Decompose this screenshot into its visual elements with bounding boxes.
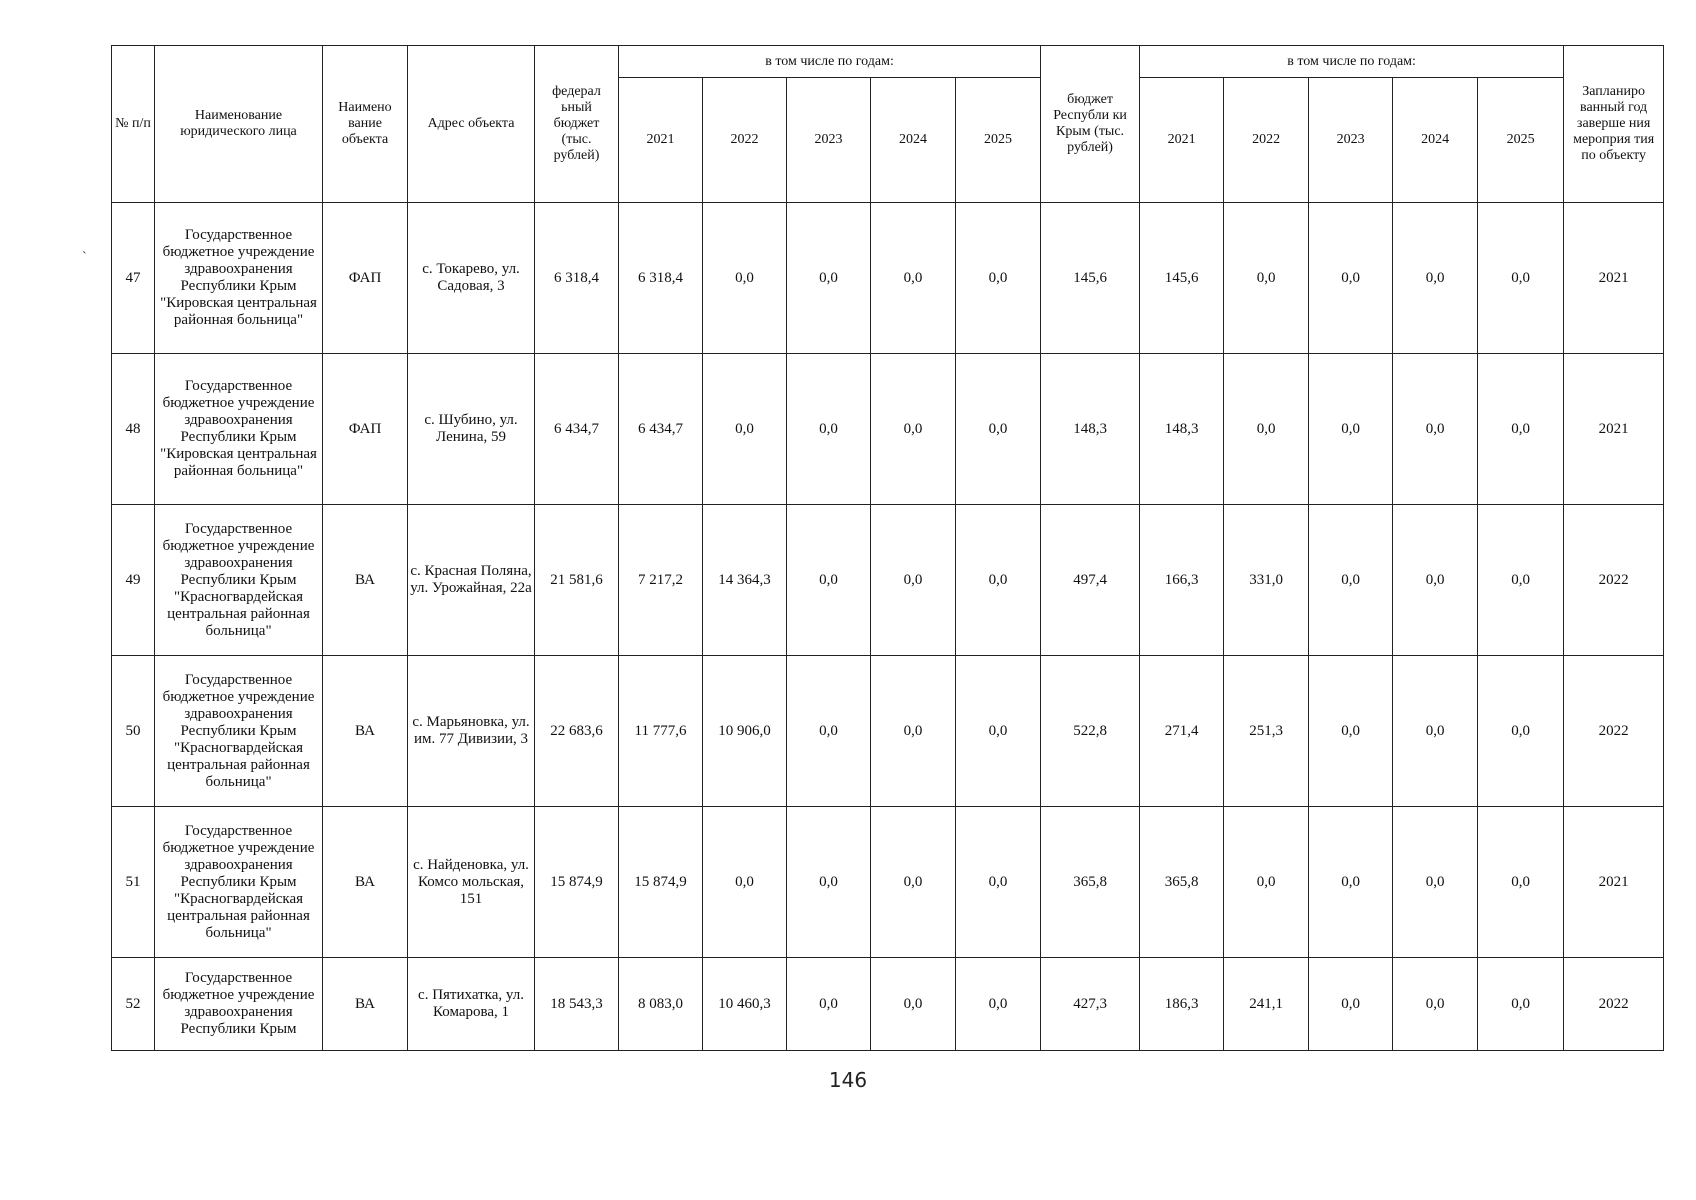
header-federal-year: 2023 bbox=[787, 78, 871, 203]
cell-crimea: 497,4 bbox=[1041, 505, 1140, 656]
cell-address: с. Марьяновка, ул. им. 77 Дивизии, 3 bbox=[408, 656, 535, 807]
cell-crimea: 148,3 bbox=[1041, 354, 1140, 505]
cell-object: ВА bbox=[323, 656, 408, 807]
table-row bbox=[112, 203, 1664, 354]
cell-object: ВА bbox=[323, 505, 408, 656]
cell-fed-2024: 0,0 bbox=[871, 807, 956, 958]
cell-fed-2022: 14 364,3 bbox=[703, 505, 787, 656]
cell-cr-2024: 0,0 bbox=[1393, 958, 1478, 1051]
cell-cr-2024: 0,0 bbox=[1393, 203, 1478, 354]
cell-fed-2021: 6 318,4 bbox=[619, 203, 703, 354]
cell-object: ФАП bbox=[323, 354, 408, 505]
cell-address: с. Токарево, ул. Садовая, 3 bbox=[408, 203, 535, 354]
cell-cr-2025: 0,0 bbox=[1478, 656, 1564, 807]
cell-cr-2025: 0,0 bbox=[1478, 958, 1564, 1051]
header-crimea-budget: бюджет Республи ки Крым (тыс. рублей) bbox=[1041, 46, 1140, 203]
header-federal-year: 2024 bbox=[871, 78, 956, 203]
cell-cr-2024: 0,0 bbox=[1393, 807, 1478, 958]
cell-federal: 15 874,9 bbox=[535, 807, 619, 958]
table-row bbox=[112, 656, 1664, 807]
cell-fed-2021: 15 874,9 bbox=[619, 807, 703, 958]
cell-address: с. Пятихатка, ул. Комарова, 1 bbox=[408, 958, 535, 1051]
page-number: 146 bbox=[828, 1068, 868, 1092]
header-crimea-year: 2024 bbox=[1393, 78, 1478, 203]
cell-federal: 18 543,3 bbox=[535, 958, 619, 1051]
cell-crimea: 365,8 bbox=[1041, 807, 1140, 958]
cell-planned-year: 2021 bbox=[1564, 354, 1664, 505]
cell-crimea: 427,3 bbox=[1041, 958, 1140, 1051]
cell-fed-2021: 8 083,0 bbox=[619, 958, 703, 1051]
cell-fed-2025: 0,0 bbox=[956, 354, 1041, 505]
table-row bbox=[112, 354, 1664, 505]
cell-fed-2022: 10 906,0 bbox=[703, 656, 787, 807]
cell-fed-2024: 0,0 bbox=[871, 203, 956, 354]
cell-fed-2022: 10 460,3 bbox=[703, 958, 787, 1051]
table-header bbox=[112, 46, 1664, 203]
cell-fed-2024: 0,0 bbox=[871, 354, 956, 505]
cell-cr-2025: 0,0 bbox=[1478, 505, 1564, 656]
cell-planned-year: 2022 bbox=[1564, 958, 1664, 1051]
cell-crimea: 522,8 bbox=[1041, 656, 1140, 807]
cell-fed-2022: 0,0 bbox=[703, 203, 787, 354]
cell-no: 48 bbox=[112, 354, 155, 505]
header-legal-name: Наименование юридического лица bbox=[155, 46, 323, 203]
header-crimea-by-years: в том числе по годам: bbox=[1140, 46, 1564, 78]
cell-address: с. Найденовка, ул. Комсо мольская, 151 bbox=[408, 807, 535, 958]
cell-cr-2025: 0,0 bbox=[1478, 354, 1564, 505]
cell-object: ВА bbox=[323, 958, 408, 1051]
cell-cr-2023: 0,0 bbox=[1309, 958, 1393, 1051]
cell-cr-2022: 251,3 bbox=[1224, 656, 1309, 807]
cell-no: 52 bbox=[112, 958, 155, 1051]
cell-cr-2023: 0,0 bbox=[1309, 656, 1393, 807]
cell-legal-name: Государственное бюджетное учреждение здравоохранения Республики Крым "Красногвардейская центральная районная больница" bbox=[155, 807, 323, 958]
cell-federal: 21 581,6 bbox=[535, 505, 619, 656]
table-row bbox=[112, 807, 1664, 958]
cell-cr-2021: 145,6 bbox=[1140, 203, 1224, 354]
cell-cr-2022: 0,0 bbox=[1224, 203, 1309, 354]
funding-table bbox=[111, 45, 1664, 1051]
cell-no: 51 bbox=[112, 807, 155, 958]
cell-cr-2025: 0,0 bbox=[1478, 807, 1564, 958]
cell-cr-2021: 166,3 bbox=[1140, 505, 1224, 656]
cell-cr-2023: 0,0 bbox=[1309, 203, 1393, 354]
cell-fed-2025: 0,0 bbox=[956, 807, 1041, 958]
cell-cr-2024: 0,0 bbox=[1393, 354, 1478, 505]
cell-fed-2023: 0,0 bbox=[787, 656, 871, 807]
cell-crimea: 145,6 bbox=[1041, 203, 1140, 354]
cell-planned-year: 2022 bbox=[1564, 656, 1664, 807]
cell-address: с. Шубино, ул. Ленина, 59 bbox=[408, 354, 535, 505]
cell-fed-2024: 0,0 bbox=[871, 656, 956, 807]
cell-fed-2023: 0,0 bbox=[787, 807, 871, 958]
cell-legal-name: Государственное бюджетное учреждение здравоохранения Республики Крым "Красногвардейская центральная районная больница" bbox=[155, 656, 323, 807]
cell-object: ФАП bbox=[323, 203, 408, 354]
cell-fed-2025: 0,0 bbox=[956, 203, 1041, 354]
scan-artifact: ` bbox=[82, 250, 87, 265]
cell-fed-2023: 0,0 bbox=[787, 505, 871, 656]
cell-cr-2024: 0,0 bbox=[1393, 505, 1478, 656]
header-address: Адрес объекта bbox=[408, 46, 535, 203]
cell-planned-year: 2021 bbox=[1564, 807, 1664, 958]
cell-fed-2023: 0,0 bbox=[787, 354, 871, 505]
cell-legal-name: Государственное бюджетное учреждение здравоохранения Республики Крым "Кировская центральная районная больница" bbox=[155, 354, 323, 505]
header-object-name: Наимено вание объекта bbox=[323, 46, 408, 203]
cell-fed-2021: 7 217,2 bbox=[619, 505, 703, 656]
cell-cr-2021: 365,8 bbox=[1140, 807, 1224, 958]
cell-cr-2021: 148,3 bbox=[1140, 354, 1224, 505]
cell-cr-2025: 0,0 bbox=[1478, 203, 1564, 354]
cell-cr-2022: 331,0 bbox=[1224, 505, 1309, 656]
table-row bbox=[112, 505, 1664, 656]
cell-cr-2022: 241,1 bbox=[1224, 958, 1309, 1051]
header-crimea-year: 2022 bbox=[1224, 78, 1309, 203]
cell-legal-name: Государственное бюджетное учреждение здравоохранения Республики Крым "Красногвардейская центральная районная больница" bbox=[155, 505, 323, 656]
cell-cr-2023: 0,0 bbox=[1309, 354, 1393, 505]
cell-legal-name: Государственное бюджетное учреждение здравоохранения Республики Крым bbox=[155, 958, 323, 1051]
cell-cr-2023: 0,0 bbox=[1309, 807, 1393, 958]
table-row bbox=[112, 958, 1664, 1051]
cell-address: с. Красная Поляна, ул. Урожайная, 22а bbox=[408, 505, 535, 656]
header-federal-by-years: в том числе по годам: bbox=[619, 46, 1041, 78]
cell-no: 49 bbox=[112, 505, 155, 656]
header-federal-budget: федерал ьный бюджет (тыс. рублей) bbox=[535, 46, 619, 203]
header-planned-year: Запланиро ванный год заверше ния мероприя тия по объекту bbox=[1564, 46, 1664, 203]
cell-fed-2021: 6 434,7 bbox=[619, 354, 703, 505]
cell-no: 47 bbox=[112, 203, 155, 354]
cell-federal: 6 434,7 bbox=[535, 354, 619, 505]
cell-federal: 6 318,4 bbox=[535, 203, 619, 354]
cell-fed-2021: 11 777,6 bbox=[619, 656, 703, 807]
cell-planned-year: 2021 bbox=[1564, 203, 1664, 354]
cell-cr-2021: 186,3 bbox=[1140, 958, 1224, 1051]
header-federal-year: 2022 bbox=[703, 78, 787, 203]
cell-cr-2023: 0,0 bbox=[1309, 505, 1393, 656]
cell-fed-2022: 0,0 bbox=[703, 354, 787, 505]
cell-object: ВА bbox=[323, 807, 408, 958]
cell-cr-2021: 271,4 bbox=[1140, 656, 1224, 807]
cell-cr-2022: 0,0 bbox=[1224, 354, 1309, 505]
cell-fed-2023: 0,0 bbox=[787, 203, 871, 354]
cell-no: 50 bbox=[112, 656, 155, 807]
cell-fed-2024: 0,0 bbox=[871, 505, 956, 656]
header-crimea-year: 2023 bbox=[1309, 78, 1393, 203]
cell-cr-2024: 0,0 bbox=[1393, 656, 1478, 807]
cell-federal: 22 683,6 bbox=[535, 656, 619, 807]
cell-fed-2022: 0,0 bbox=[703, 807, 787, 958]
cell-fed-2023: 0,0 bbox=[787, 958, 871, 1051]
header-crimea-year: 2021 bbox=[1140, 78, 1224, 203]
cell-planned-year: 2022 bbox=[1564, 505, 1664, 656]
cell-fed-2024: 0,0 bbox=[871, 958, 956, 1051]
header-crimea-year: 2025 bbox=[1478, 78, 1564, 203]
cell-fed-2025: 0,0 bbox=[956, 958, 1041, 1051]
header-federal-year: 2025 bbox=[956, 78, 1041, 203]
header-federal-year: 2021 bbox=[619, 78, 703, 203]
cell-fed-2025: 0,0 bbox=[956, 505, 1041, 656]
cell-cr-2022: 0,0 bbox=[1224, 807, 1309, 958]
cell-fed-2025: 0,0 bbox=[956, 656, 1041, 807]
cell-legal-name: Государственное бюджетное учреждение здравоохранения Республики Крым "Кировская центральная районная больница" bbox=[155, 203, 323, 354]
header-no: № п/п bbox=[112, 46, 155, 203]
